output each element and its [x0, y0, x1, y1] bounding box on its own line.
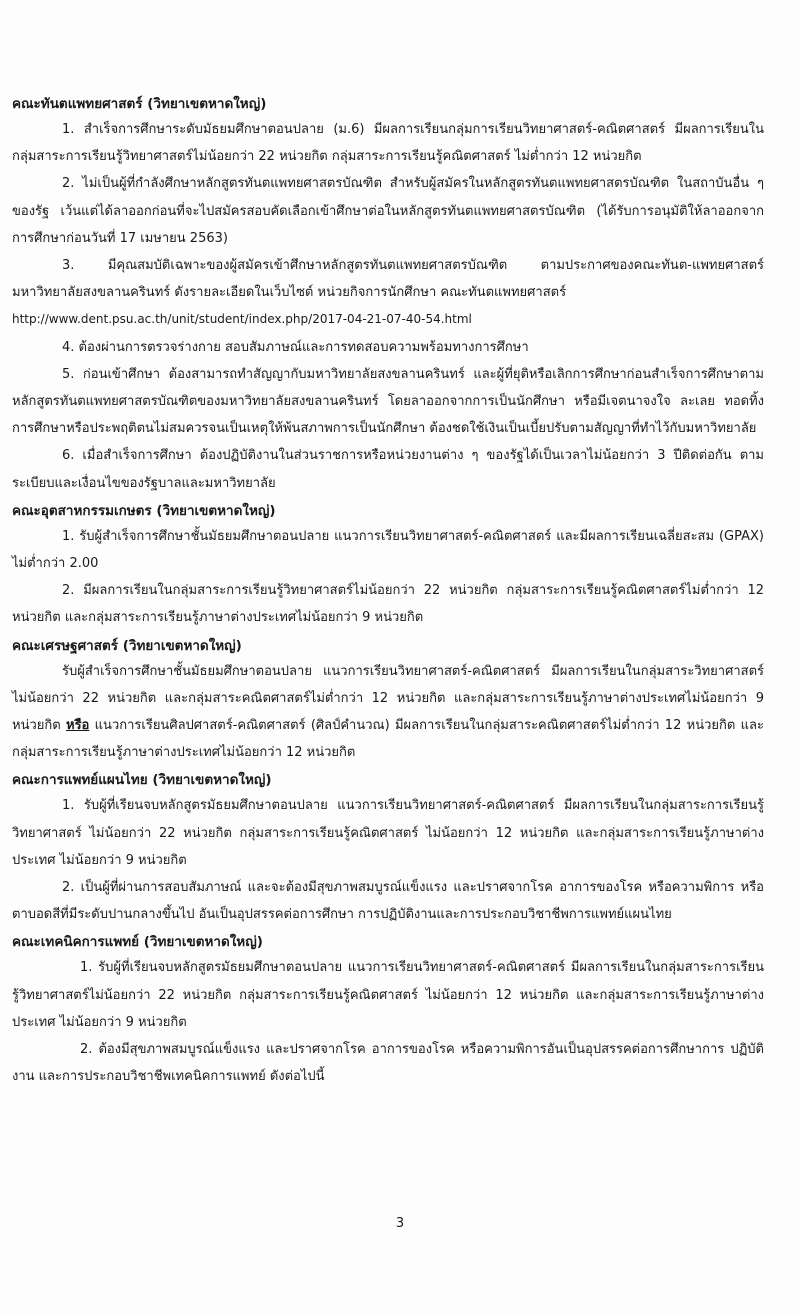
- list-item: 1. รับผู้ที่เรียนจบหลักสูตรมัธยมศึกษาตอนปลาย แนวการเรียนวิทยาศาสตร์-คณิตศาสตร์ มีผลการเรียนในกลุ่มสาระการเรียนรู้วิทยาศาสตร์ ไม่น้อยกว่า 22 หน่วยกิต กลุ่มสาระการเรียนรู้คณิตศาสตร์ ไม่น้อยกว่า 12 หน่วยกิต และกลุ่มสาระการเรียนรู้ภาษาต่างประเทศ ไม่น้อยกว่า 9 หน่วยกิต: [12, 798, 764, 868]
- list-item: 5. ก่อนเข้าศึกษา ต้องสามารถทำสัญญากับมหาวิทยาลัยสงขลานครินทร์ และผู้ที่ยุติหรือเลิกการศึกษาก่อนสำเร็จการศึกษาตามหลักสูตรทันตแพทยศาสตรบัณฑิตของมหาวิทยาลัยสงขลานครินทร์ โดยลาออกจากการเป็นนักศึกษา หรือมีเจตนาจงใจ ละเลย ทอดทิ้งการศึกษาหรือประพฤติตนไม่สมควรจนเป็นเหตุให้พ้นสภาพการเป็นนักศึกษา ต้องชดใช้เงินเป็นเบี้ยปรับตามสัญญาที่ทำไว้กับมหาวิทยาลัย: [12, 366, 764, 437]
- section-heading: คณะทันตแพทยศาสตร์ (วิทยาเขตหาดใหญ่): [12, 96, 267, 112]
- list-item: 6. เมื่อสำเร็จการศึกษา ต้องปฏิบัติงานในส่วนราชการหรือหน่วยงานต่าง ๆ ของรัฐได้เป็นเวลาไม่น้อยกว่า 3 ปีติดต่อกัน ตามระเบียบและเงื่อนไขของรัฐบาลและมหาวิทยาลัย: [12, 448, 764, 491]
- list-item: 2. เป็นผู้ที่ผ่านการสอบสัมภาษณ์ และจะต้องมีสุขภาพสมบูรณ์แข็งแรง และปราศจากโรค อาการของโรค หรือความพิการ หรือ ตาบอดสีที่มีระดับปานกลางขึ้นไป อันเป็นอุปสรรคต่อการศึกษา การปฏิบัติงานและการประกอบวิชาชีพการแพทย์แผนไทย: [12, 880, 764, 923]
- list-item: 1. รับผู้ที่เรียนจบหลักสูตรมัธยมศึกษาตอนปลาย แนวการเรียนวิทยาศาสตร์-คณิตศาสตร์ มีผลการเรียนในกลุ่มสาระการเรียนรู้วิทยาศาสตร์ไม่น้อยกว่า 22 หน่วยกิต กลุ่มสาระการเรียนรู้คณิตศาสตร์ ไม่น้อยกว่า 12 หน่วยกิต และกลุ่มสาระการเรียนรู้ภาษาต่างประเทศ ไม่น้อยกว่า 9 หน่วยกิต: [12, 960, 764, 1030]
- list-item: 1. รับผู้สำเร็จการศึกษาชั้นมัธยมศึกษาตอนปลาย แนวการเรียนวิทยาศาสตร์-คณิตศาสตร์ และมีผลการเรียนเฉลี่ยสะสม (GPAX) ไม่ต่ำกว่า 2.00: [12, 528, 764, 572]
- section-heading: คณะอุตสาหกรรมเกษตร (วิทยาเขตหาดใหญ่): [12, 502, 276, 519]
- economics-text-after: แนวการเรียนศิลปศาสตร์-คณิตศาสตร์ (ศิลป์คำนวณ) มีผลการเรียนในกลุ่มสาระคณิตศาสตร์ไม่ต่ำกว่า 12 หน่วยกิต และกลุ่มสาระการเรียนรู้ภาษาต่างประเทศไม่น้อยกว่า 12 หน่วยกิต: [12, 718, 764, 761]
- section-agro-industry: [12, 499, 764, 632]
- section-dentistry: [12, 92, 764, 497]
- economics-text-before: รับผู้สำเร็จการศึกษาชั้นมัธยมศึกษาตอนปลาย แนวการเรียนวิทยาศาสตร์-คณิตศาสตร์ มีผลการเรียนในกลุ่มสาระวิทยาศาสตร์ไม่น้อยกว่า 22 หน่วยกิต และกลุ่มสาระคณิตศาสตร์ไม่ต่ำกว่า 12 หน่วยกิต และกลุ่มสาระการเรียนรู้ภาษาต่างประเทศไม่น้อยกว่า 9 หน่วยกิต: [12, 663, 764, 734]
- section-heading: คณะการแพทย์แผนไทย (วิทยาเขตหาดใหญ่): [12, 772, 272, 789]
- section-economics: [12, 634, 764, 767]
- page-number: 3: [395, 1216, 405, 1231]
- list-item: 2. มีผลการเรียนในกลุ่มสาระการเรียนรู้วิทยาศาสตร์ไม่น้อยกว่า 22 หน่วยกิต กลุ่มสาระการเรียนรู้คณิตศาสตร์ไม่ต่ำกว่า 12 หน่วยกิต และกลุ่มสาระการเรียนรู้ภาษาต่างประเทศไม่น้อยกว่า 9 หน่วยกิต: [12, 583, 764, 626]
- section-medical-technology: [12, 930, 764, 1090]
- list-item: 2. ต้องมีสุขภาพสมบูรณ์แข็งแรง และปราศจากโรค อาการของโรค หรือความพิการอันเป็นอุปสรรคต่อการศึกษาการ ปฏิบัติงาน และการประกอบวิชาชีพเทคนิคการแพทย์ ดังต่อไปนี้: [12, 1042, 764, 1085]
- list-item: 1. สำเร็จการศึกษาระดับมัธยมศึกษาตอนปลาย (ม.6) มีผลการเรียนกลุ่มการเรียนวิทยาศาสตร์-คณิตศาสตร์ มีผลการเรียนในกลุ่มสาระการเรียนรู้วิทยาศาสตร์ไม่น้อยกว่า 22 หน่วยกิต กลุ่มสาระการเรียนรู้คณิตศาสตร์ ไม่ต่ำกว่า 12 หน่วยกิต: [12, 122, 764, 165]
- list-item: 3. มีคุณสมบัติเฉพาะของผู้สมัครเข้าศึกษาหลักสูตรทันตแพทยศาสตรบัณฑิต ตามประกาศของคณะทันต-แพทยศาสตร์ มหาวิทยาลัยสงขลานครินทร์ ดังรายละเอียดในเว็บไซต์ หน่วยกิจการนักศึกษา คณะทันตแพทยศาสตร์: [12, 258, 764, 301]
- economics-paragraph: [12, 658, 764, 767]
- or-emphasis: หรือ: [66, 718, 90, 734]
- list-item: 4. ต้องผ่านการตรวจร่างกาย สอบสัมภาษณ์และการทดสอบความพร้อมทางการศึกษา: [62, 339, 529, 355]
- section-heading: คณะเศรษฐศาสตร์ (วิทยาเขตหาดใหญ่): [12, 637, 242, 654]
- section-thai-medicine: [12, 768, 764, 928]
- dentistry-url-link[interactable]: http://www.dent.psu.ac.th/unit/student/index.php/2017-04-21-07-40-54.html: [12, 312, 472, 327]
- list-item: 2. ไม่เป็นผู้ที่กำลังศึกษาหลักสูตรทันตแพทยศาสตรบัณฑิต สำหรับผู้สมัครในหลักสูตรทันตแพทยศาสตรบัณฑิต ในสถาบันอื่น ๆ ของรัฐ เว้นแต่ได้ลาออกก่อนที่จะไปสมัครสอบคัดเลือกเข้าศึกษาต่อในหลักสูตรทันตแพทยศาสตรบัณฑิต (ได้รับการอนุมัติให้ลาออกจากการศึกษาก่อนวันที่ 17 เมษายน 2563): [12, 176, 764, 246]
- section-heading: คณะเทคนิคการแพทย์ (วิทยาเขตหาดใหญ่): [12, 934, 263, 951]
